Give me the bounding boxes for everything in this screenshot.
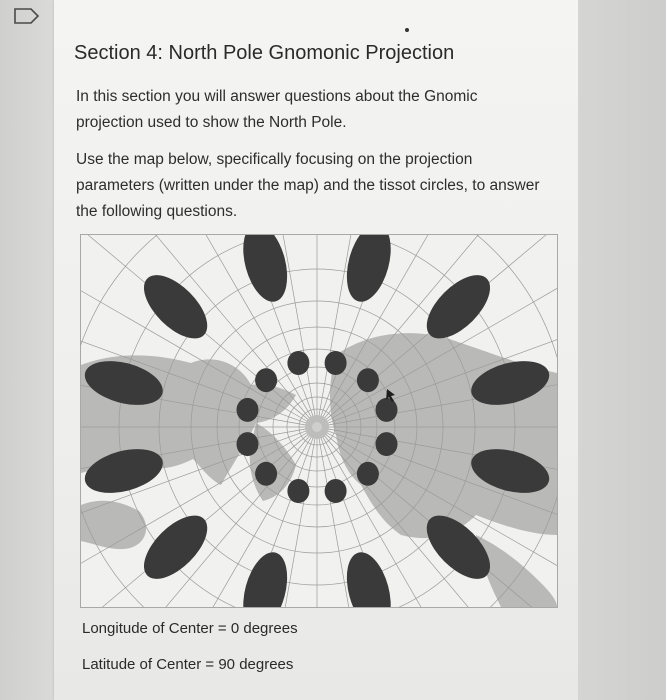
tissot-circle-inner (287, 351, 309, 375)
section-title: Section 4: North Pole Gnomonic Projection (74, 42, 455, 64)
tissot-circle-inner (357, 462, 379, 486)
longitude-of-center: Longitude of Center = 0 degrees (82, 620, 298, 637)
instructions-paragraph: Use the map below, specifically focusing on the projection parameters (written under the map) and the tissot circles, to answer the following questions. (76, 151, 540, 220)
pole-center (305, 415, 329, 439)
tissot-circle-inner (237, 432, 259, 456)
gnomonic-map (80, 234, 558, 608)
tissot-circle-inner (325, 351, 347, 375)
tissot-circle-inner (255, 462, 277, 486)
dot-mark (405, 28, 409, 32)
tissot-circle-inner (237, 398, 259, 422)
tissot-circle-inner (376, 432, 398, 456)
tissot-circle-inner (357, 368, 379, 392)
tissot-circle-inner (287, 479, 309, 503)
tissot-circle-inner (325, 479, 347, 503)
intro-paragraph: In this section you will answer questions about the Gnomic projection used to show the North Pole. (76, 88, 478, 131)
latitude-of-center: Latitude of Center = 90 degrees (82, 656, 294, 673)
tissot-circle-inner (255, 368, 277, 392)
left-panel (0, 0, 55, 700)
bookmark-flag-icon[interactable] (14, 8, 40, 24)
map-graphic (81, 235, 557, 607)
tissot-circle-inner (376, 398, 398, 422)
right-background (578, 0, 666, 700)
